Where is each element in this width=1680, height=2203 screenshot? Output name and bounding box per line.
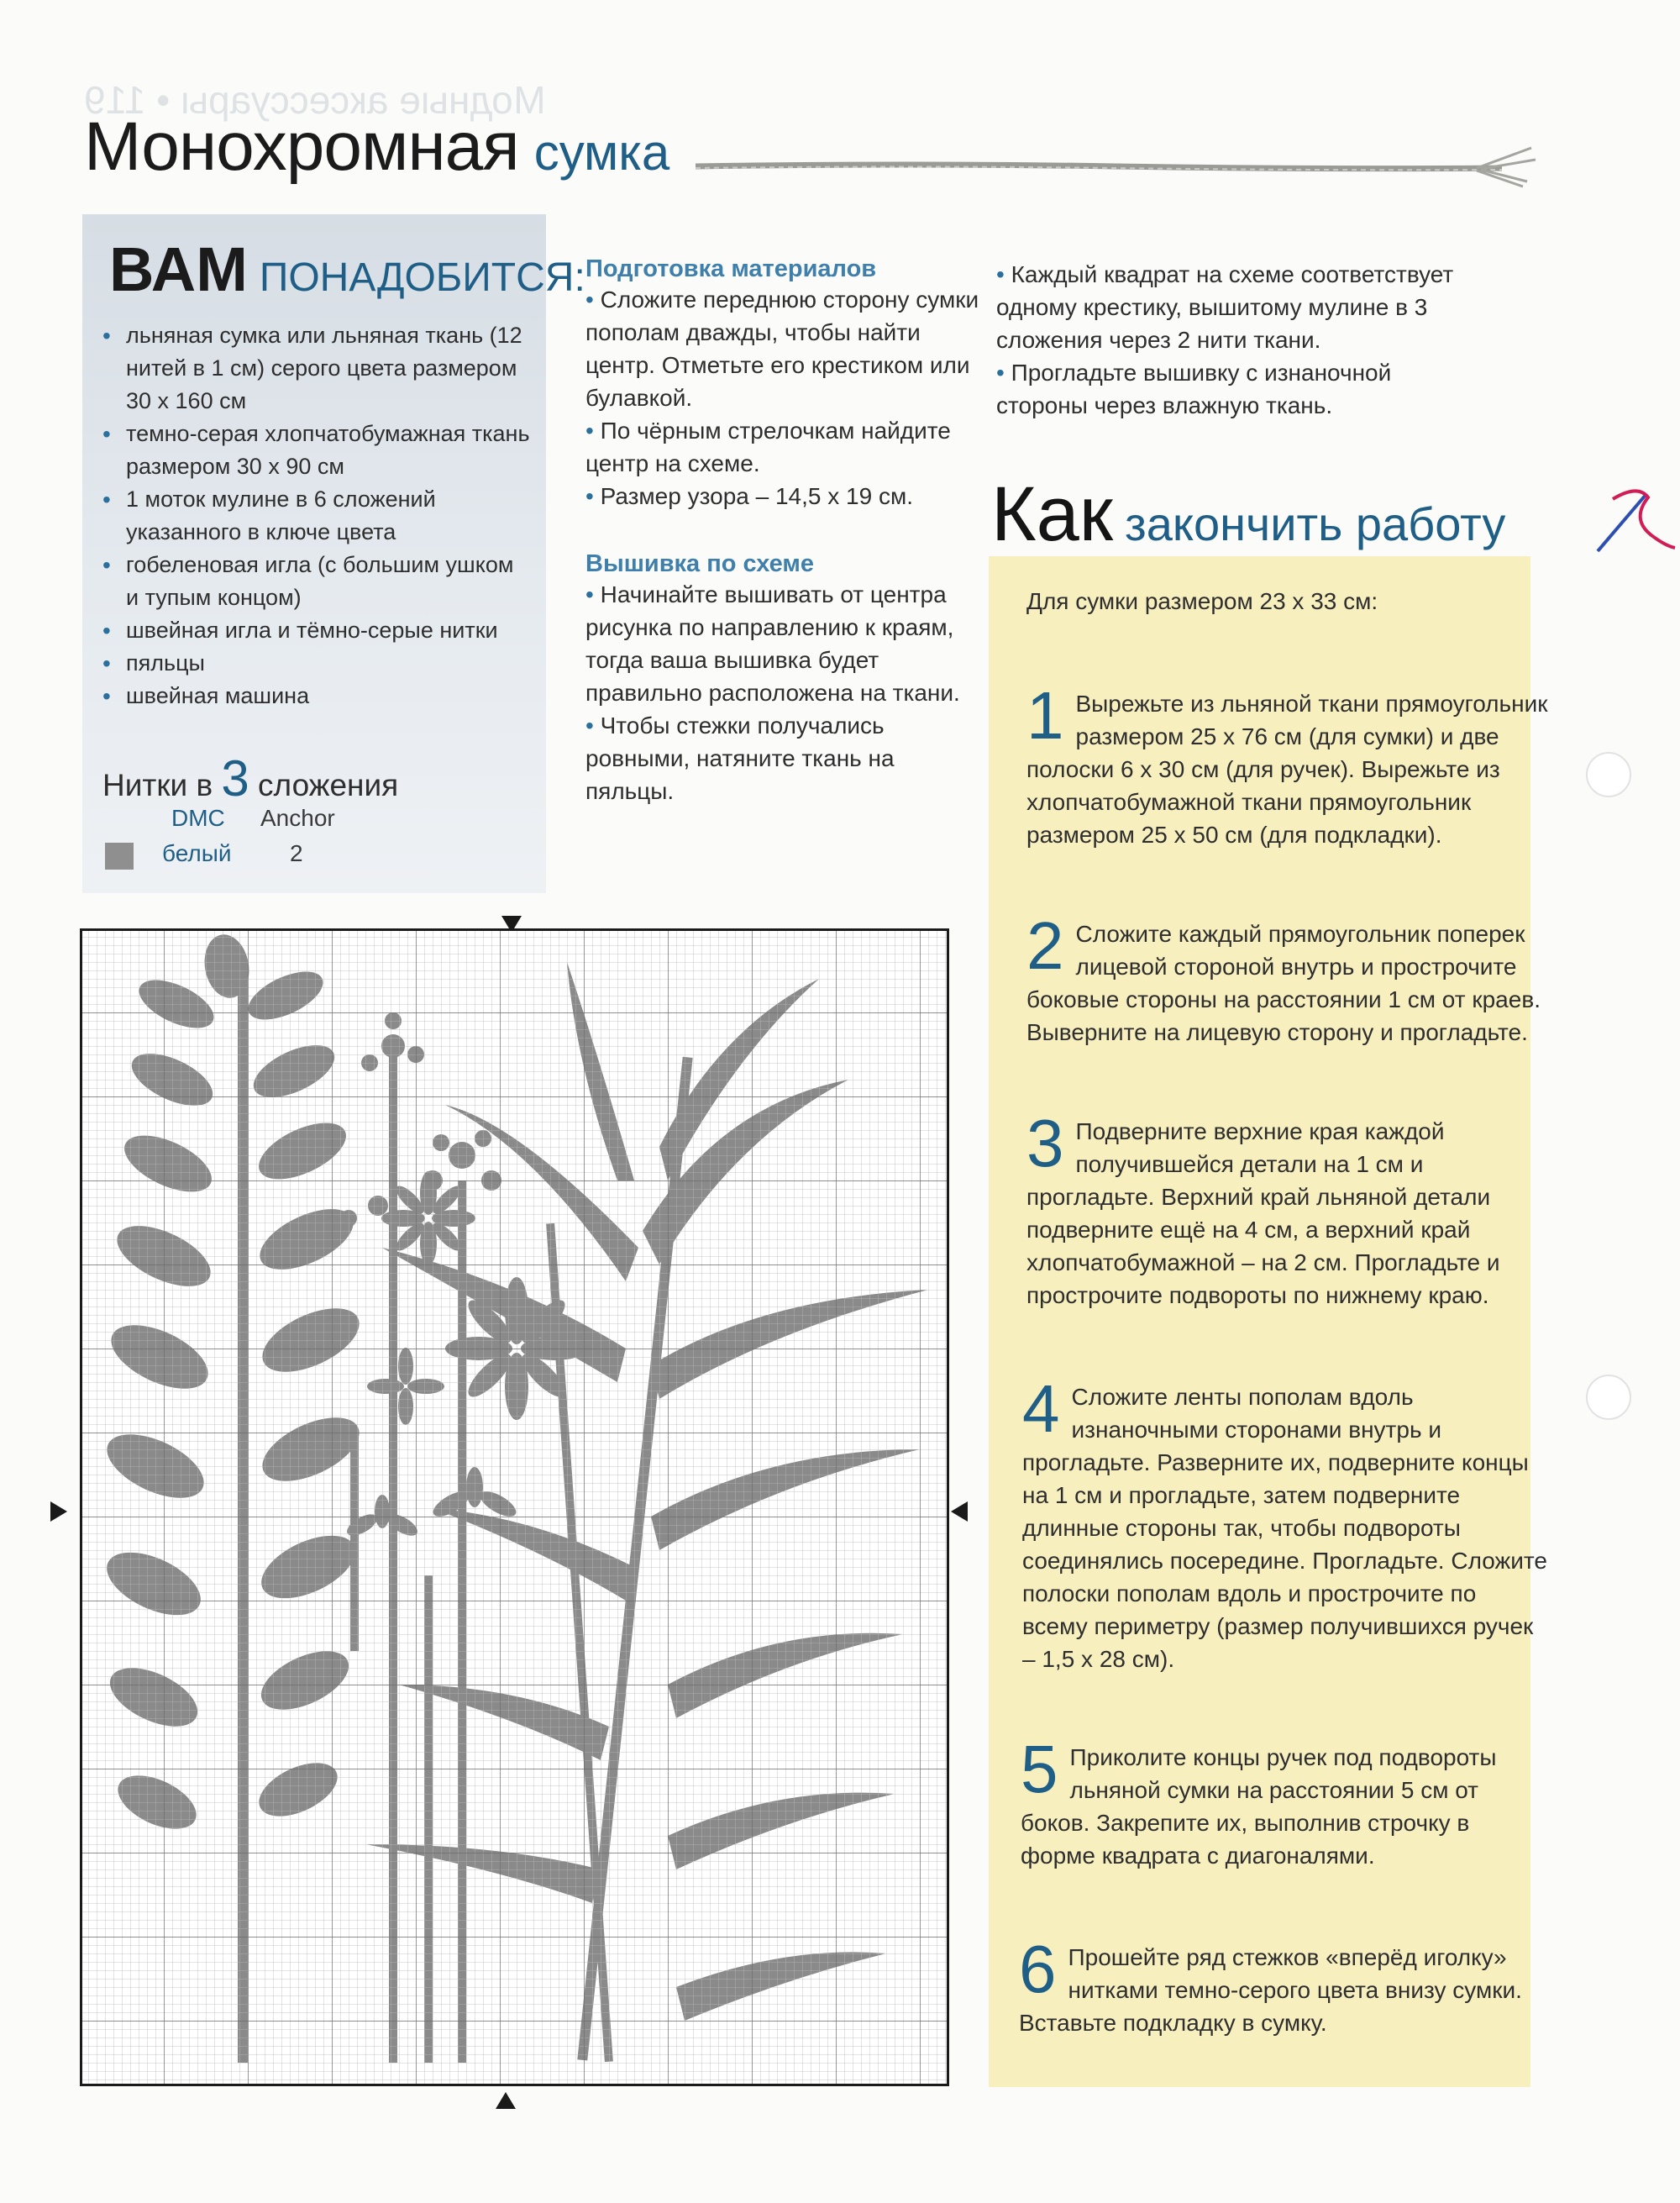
list-item: • темно-серая хлопчатобумажная ткань размером 30 х 90 см [102,418,531,483]
materials-heading-accent: ПОНАДОБИТСЯ: [259,255,585,300]
thread-illustration [696,143,1544,193]
prep-paragraph: • По чёрным стрелочкам найдите центр на схеме. [585,418,951,476]
threads-heading-before: Нитки в [102,768,222,802]
finish-step-4 [1022,1371,1547,1675]
prep-section [585,255,980,513]
step-text: Прошейте ряд стежков «вперёд иголку» нитками темно-серого цвета внизу сумки. Вставьте подкладку в сумку. [1019,1944,1522,2036]
finish-step-5 [1021,1732,1546,1872]
list-item: • пяльцы [102,647,531,680]
step-text: Подверните верхние края каждой получившейся детали на 1 см и прогладьте. Верхний край льняной детали подверните ещё на 4 см, а верхний край хлопчатобумажной – на 2 см. Прогладьте и прострочите подвороты по нижнему краю. [1026,1118,1500,1308]
finish-heading-main: Как [991,471,1114,557]
finish-step-1 [1026,678,1551,851]
step-number: 4 [1022,1371,1060,1446]
finish-step-2 [1026,908,1551,1049]
thread-color-name: белый [162,840,232,866]
step-number: 5 [1021,1732,1058,1806]
list-item: • гобеленовая игла (с большим ушком и тупым концом) [102,549,531,614]
threads-heading-number: 3 [221,750,249,807]
finish-step-3 [1026,1106,1551,1312]
embroidery-paragraph: • Чтобы стежки получались ровными, натяните ткань на пяльцы. [585,712,895,804]
list-item: • швейная игла и тёмно-серые нитки [102,614,531,647]
center-arrow-bottom-icon [496,2092,516,2109]
step-number: 6 [1019,1932,1057,2006]
list-item: • льняная сумка или льняная ткань (12 нитей в 1 см) серого цвета размером 30 х 160 см [102,319,531,418]
cross-stitch-chart [80,928,949,2086]
punch-hole [1586,1375,1631,1420]
finish-heading-accent: закончить работу [1125,497,1506,550]
materials-heading [109,234,585,305]
center-arrow-right-icon [951,1501,968,1522]
step-number: 2 [1026,908,1064,983]
thread-anchor-number: 2 [290,840,303,866]
prep-title: Подготовка материалов [585,255,877,282]
title-accent: сумка [533,124,670,181]
ghost-header-text: Модные аксессуары • 119 [84,78,546,122]
threads-col-anchor: Anchor [260,805,335,831]
threads-heading [102,749,398,807]
pen-mark-icon [1596,487,1677,555]
thread-color-swatch [105,843,134,870]
step-text: Вырежьте из льняной ткани прямоугольник размером 25 х 76 см (для сумки) и две полоски 6 х 30 см (для ручек). Вырежьте из хлопчатобумажной ткани прямоугольник размером 25 х 50 см (для подкладки). [1026,691,1548,848]
notes-section [996,258,1467,422]
materials-list [102,319,531,712]
prep-paragraph: • Сложите переднюю сторону сумки пополам дважды, чтобы найти центр. Отметьте его крестиком или булавкой. [585,287,979,411]
title-main: Монохромная [84,108,519,185]
list-item: • швейная машина [102,680,531,712]
materials-heading-main: ВАМ [109,234,248,304]
step-number: 1 [1026,678,1064,753]
prep-paragraph: • Размер узора – 14,5 х 19 см. [585,483,913,509]
center-arrow-left-icon [50,1501,67,1522]
list-item: • 1 моток мулине в 6 сложений указанного в ключе цвета [102,483,531,549]
step-text: Приколите концы ручек под подвороты льняной сумки на расстоянии 5 см от боков. Закрепите их, выполнив строчку в форме квадрата с диагоналями. [1021,1744,1497,1869]
finish-intro: Для сумки размером 23 х 33 см: [1026,588,1378,614]
embroidery-paragraph: • Начинайте вышивать от центра рисунка по направлению к краям, тогда ваша вышивка будет правильно расположена на ткани. [585,581,960,706]
notes-paragraph: • Прогладьте вышивку с изнаночной стороны через влажную ткань. [996,360,1392,418]
finish-step-6 [1019,1932,1544,2039]
notes-paragraph: • Каждый квадрат на схеме соответствует одному крестику, вышитому мулине в 3 сложения через 2 нити ткани. [996,261,1454,353]
punch-hole [1586,752,1631,797]
finish-heading [991,471,1505,559]
step-text: Сложите ленты пополам вдоль изнаночными сторонами внутрь и прогладьте. Разверните их, подверните концы на 1 см и прогладьте, затем подверните длинные стороны так, чтобы подвороты соединялись посередине. Прогладьте. Сложите полоски пополам вдоль и прострочите по всему периметру (размер получившихся ручек – 1,5 х 28 см). [1022,1384,1547,1672]
page-title [84,108,669,187]
step-text: Сложите каждый прямоугольник поперек лицевой стороной внутрь и прострочите боковые стороны на расстоянии 1 см от краев. Выверните на лицевую сторону и прогладьте. [1026,921,1541,1045]
threads-col-dmc: DMC [171,805,225,831]
embroidery-section [585,550,980,807]
step-number: 3 [1026,1106,1064,1180]
embroidery-title: Вышивка по схеме [585,550,815,577]
threads-heading-after: сложения [249,768,399,802]
